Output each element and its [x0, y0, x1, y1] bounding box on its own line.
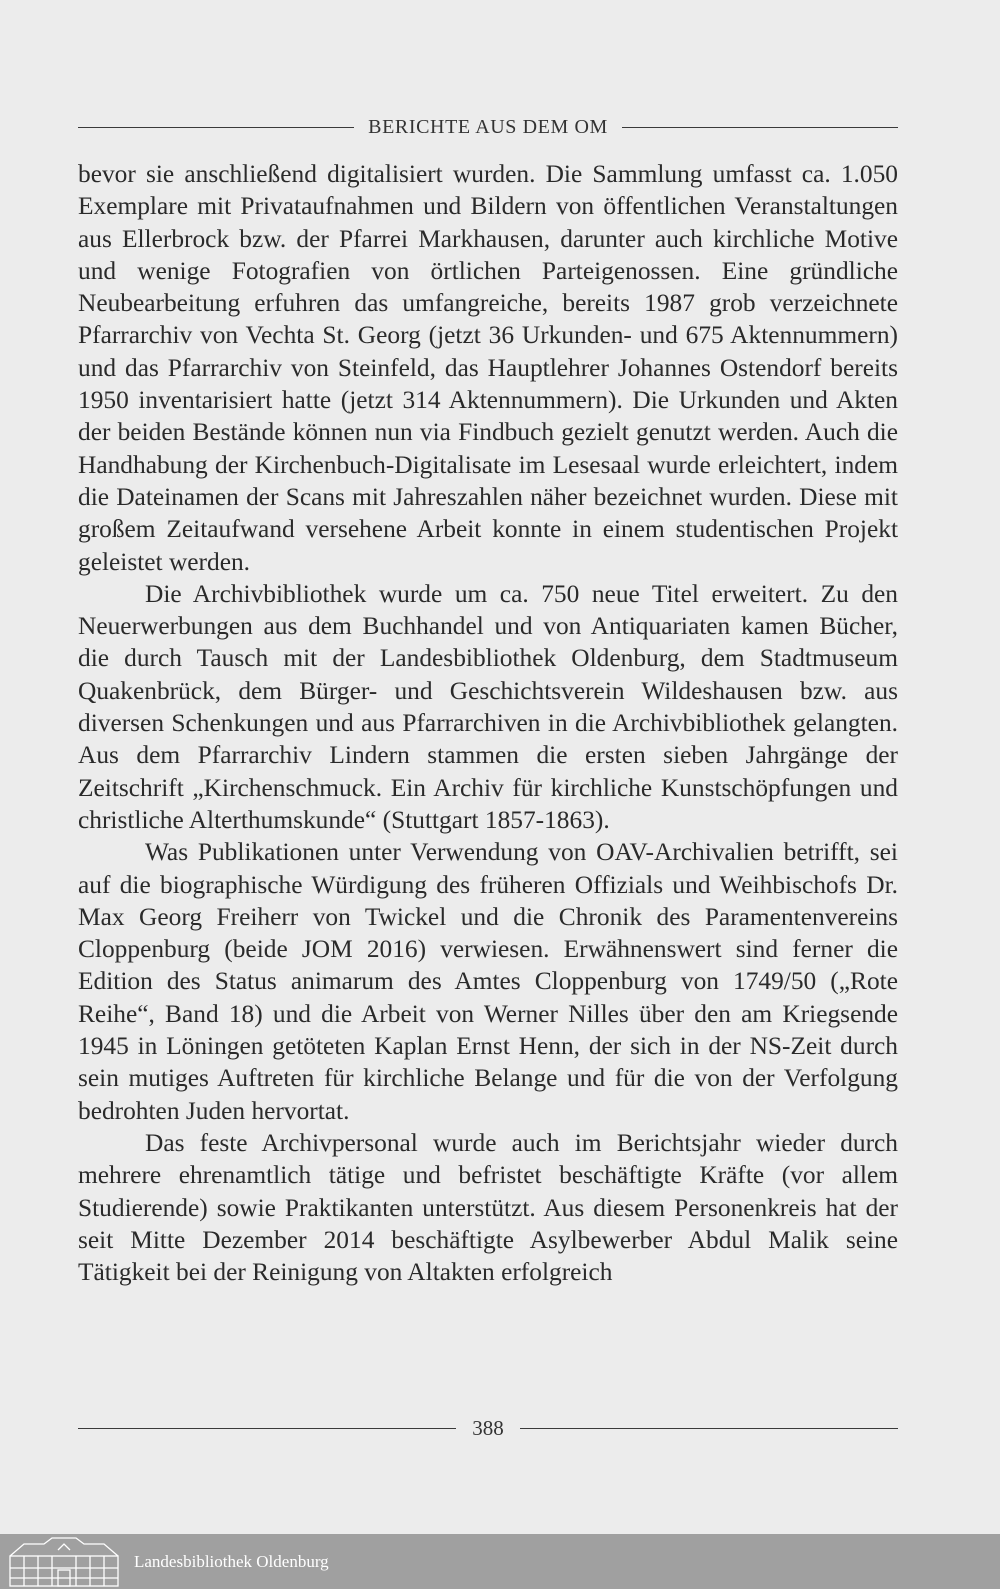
footer-rule-left	[78, 1428, 456, 1429]
header-rule-left	[78, 127, 354, 128]
paragraph-1: bevor sie anschließend digitalisiert wurden. Die Sammlung umfasst ca. 1.050 Exemplare mit Privataufnahmen und Bildern von öffentlichen Veranstaltungen aus Ellerbrock bzw. der Pfarrei Markhausen, darunter auch kirchliche Motive und wenige Fotografien von örtlichen Parteigenossen. Eine gründliche Neubearbeitung erfuhren das umfangreiche, bereits 1987 grob verzeichnete Pfarrarchiv von Vechta St. Georg (jetzt 36 Urkunden- und 675 Aktennummern) und das Pfarrarchiv von Steinfeld, das Hauptlehrer Johannes Ostendorf bereits 1950 inventarisiert hatte (jetzt 314 Aktennummern). Die Urkunden und Akten der beiden Bestände können nun via Findbuch gezielt genutzt werden. Auch die Handhabung der Kirchenbuch-Digitalisate im Lesesaal wurde erleichtert, indem die Dateinamen der Scans mit Jahreszahlen näher bezeichnet wurden. Diese mit großem Zeitaufwand versehene Arbeit konnte in einem studentischen Projekt geleistet werden.	[78, 160, 898, 576]
library-name: Landesbibliothek Oldenburg	[134, 1551, 329, 1571]
paragraph-4: Das feste Archivpersonal wurde auch im Berichtsjahr wieder durch mehrere ehrenamtlich tätige und befristet beschäftigte Kräfte (vor allem Studierende) sowie Praktikanten unterstützt. Aus diesem Personenkreis hat der seit Mitte Dezember 2014 beschäftigte Asylbewerber Abdul Malik seine Tätigkeit bei der Reinigung von Altakten erfolgreich	[78, 1128, 898, 1287]
header-rule-right	[622, 127, 898, 128]
page-footer	[78, 1416, 898, 1441]
library-bar	[0, 1534, 1000, 1589]
paragraph-3: Was Publikationen unter Verwendung von OAV-Archivalien betrifft, sei auf die biographische Würdigung des früheren Offizials und Weihbischofs Dr. Max Georg Freiherr von Twickel und die Chronik des Paramentenvereins Cloppenburg (beide JOM 2016) verwiesen. Erwähnenswert sind ferner die Edition des Status animarum des Amtes Cloppenburg von 1749/50 („Rote Reihe“, Band 18) und die Arbeit von Werner Nilles über den am Kriegsende 1945 in Löningen getöteten Kaplan Ernst Henn, der sich in der NS-Zeit durch sein mutiges Auftreten für kirchliche Belange und für die von der Verfolgung bedrohten Juden hervortat.	[78, 838, 898, 1125]
paragraph-2: Die Archivbibliothek wurde um ca. 750 neue Titel erweitert. Zu den Neuerwerbungen aus dem Buchhandel und von Antiquariaten kamen Bücher, die durch Tausch mit der Landesbibliothek Oldenburg, dem Stadtmuseum Quakenbrück, dem Bürger- und Geschichtsverein Wildeshausen bzw. aus diversen Schenkungen und aus Pfarrarchiven in die Archivbibliothek gelangten. Aus dem Pfarrarchiv Lindern stammen die ersten sieben Jahrgänge der Zeitschrift „Kirchenschmuck. Ein Archiv für kirchliche Kunstschöpfungen und christliche Alterthumskunde“ (Stuttgart 1857-1863).	[78, 579, 898, 834]
page-number: 388	[472, 1416, 504, 1440]
body-text	[78, 158, 898, 1288]
footer-rule-right	[520, 1428, 898, 1429]
running-head	[78, 116, 898, 139]
library-building-icon	[4, 1534, 124, 1589]
running-title: BERICHTE AUS DEM OM	[368, 116, 608, 138]
